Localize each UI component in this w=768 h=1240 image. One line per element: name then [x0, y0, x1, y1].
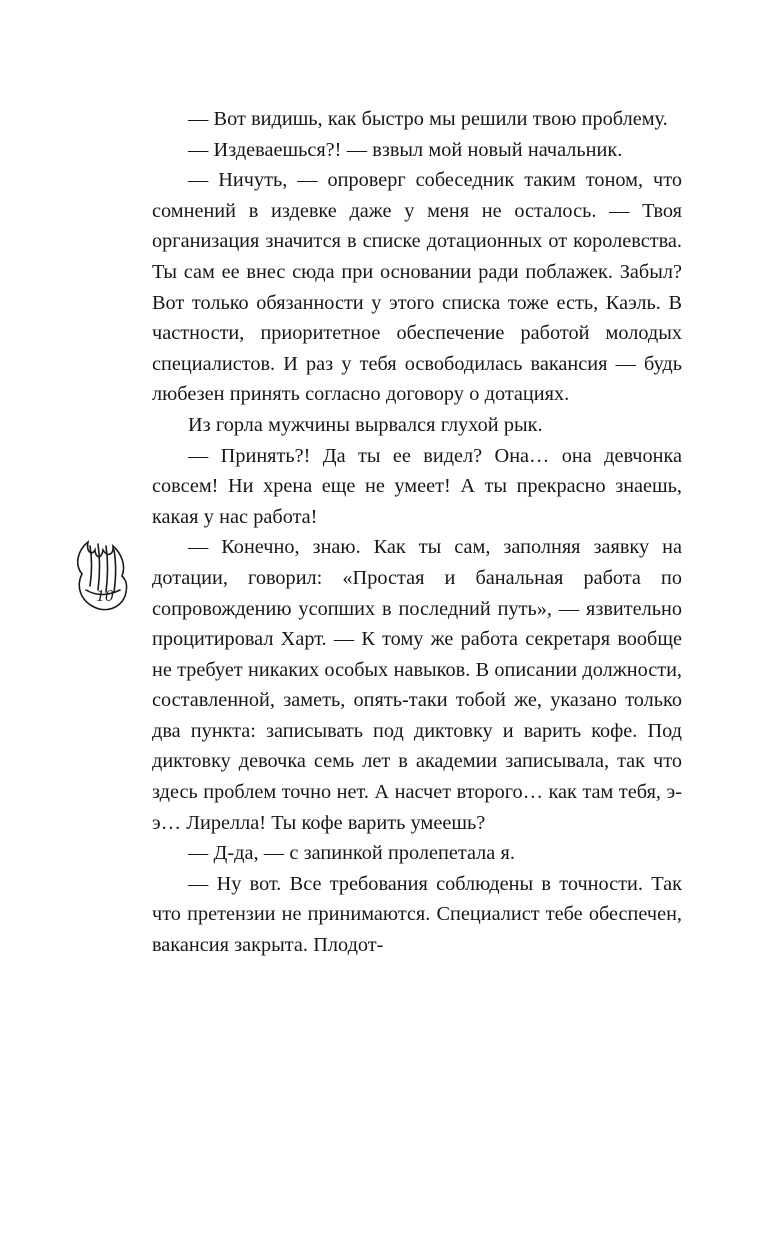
paragraph: — Издеваешься?! — взвыл мой новый начальник.: [188, 138, 623, 161]
page-folio-ornament: [62, 528, 148, 620]
paragraph: Из горла мужчины вырвался глухой рык.: [188, 413, 543, 436]
page-number: 10: [96, 586, 114, 605]
paragraph: — Д-да, — с запинкой пролепетала я.: [188, 842, 515, 865]
paragraph: — Принять?! Да ты ее видел? Она… она девчонка совсем! Ни хрена еще не умеет! А ты прекрасно знаешь, какая у нас работа!: [152, 444, 682, 528]
flame-ornament-icon: [62, 528, 148, 620]
paragraph: — Ну вот. Все требования соблюдены в точности. Так что претензии не принимаются. Специалист тебе обеспечен, вакансия закрыта. Плодот-: [152, 872, 682, 957]
body-text: [152, 104, 682, 961]
paragraph: — Вот видишь, как быстро мы решили твою проблему.: [188, 108, 668, 130]
paragraph: — Ничуть, — опроверг собеседник таким тоном, что сомнений в издевке даже у меня не осталось. — Твоя организация значится в списке дотационных от королевства. Ты сам ее внес сюда при основании ради поблажек. Забыл? Вот только обязанности у этого списка тоже есть, Каэль. В частности, приоритетное обеспечение работой молодых специалистов. И раз у тебя освободилась вакансия — будь любезен принять согласно договору о дотациях.: [152, 169, 682, 406]
paragraph: — Конечно, знаю. Как ты сам, заполняя заявку на дотации, говорил: «Простая и банальная работа по сопровождению усопших в последний путь», — язвительно процитировал Харт. — К тому же работа секретаря вообще не требует никаких особых навыков. В описании должности, составленной, заметь, опять-таки тобой же, указано только два пункта: записывать под диктовку и варить кофе. Под диктовку девочка семь лет в академии записывала, так что здесь проблем точно нет. А насчет второго… как там тебя, э-э… Лирелла! Ты кофе варить умеешь?: [152, 536, 682, 834]
